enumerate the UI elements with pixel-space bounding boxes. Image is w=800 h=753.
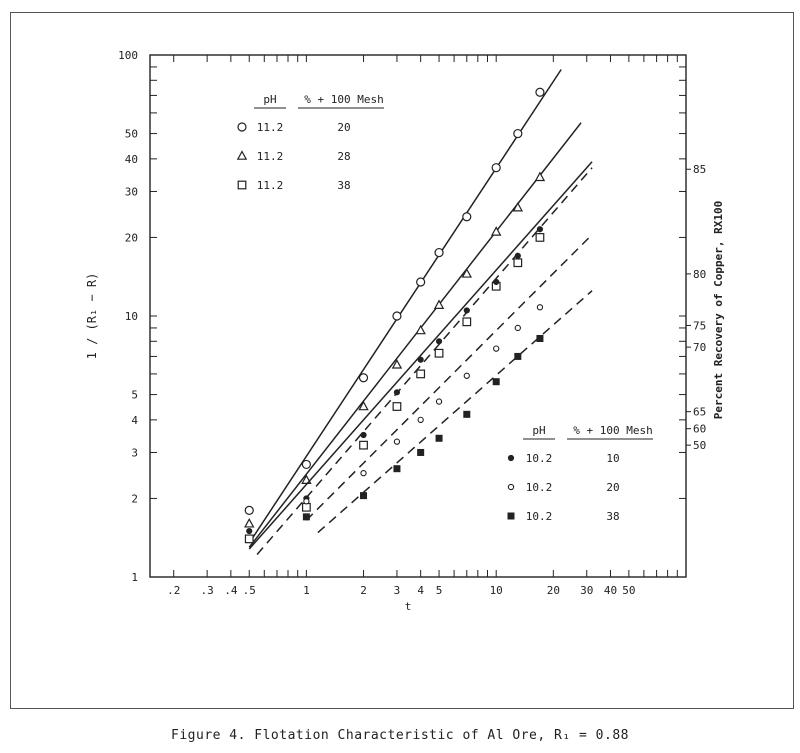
circle-marker [245,506,253,514]
legend-top-row-mesh: 38 [337,179,351,192]
legend-top-row-mesh: 28 [337,150,351,163]
y-tick-label: 20 [124,231,138,245]
legend-top-header-ph: pH [263,93,277,106]
filled-square-marker [464,411,470,417]
fit-line-series-5 [306,235,592,521]
small-circle-marker [494,346,499,351]
x-tick-label: 4 [417,584,424,597]
y2-tick-label: 65 [693,405,707,419]
circle-marker [302,460,310,468]
square-marker [417,370,425,378]
filled-circle-marker [394,390,399,395]
x-tick-label: 2 [360,584,367,597]
legend-top-row-ph: 11.2 [256,150,284,163]
x-tick-label: 3 [393,584,401,597]
x-tick-label: .2 [167,584,181,597]
filled-circle-marker [361,432,366,437]
x-tick-label: 1 [303,584,310,597]
plot-layer [85,49,725,613]
legend-bottom-row-ph: 10.2 [525,510,553,523]
square-marker [435,349,443,357]
x-tick-label: 30 [580,584,594,597]
circle-marker [435,249,443,257]
filled-square-marker [394,466,400,472]
y-tick-label: 2 [131,492,138,506]
y2-tick-label: 85 [693,163,707,177]
y-tick-label: 30 [124,185,138,199]
square-marker [514,259,522,267]
legend-bottom-row-ph: 10.2 [525,452,553,465]
small-circle-marker [361,471,366,476]
triangle-marker [245,519,253,527]
triangle-marker [238,152,246,160]
plot-area-border [150,55,686,577]
filled-square-marker [418,449,424,455]
square-marker [463,318,471,326]
figure-caption: Figure 4. Flotation Characteristic of Al Ore, R₁ = 0.88 [171,728,629,743]
filled-circle-marker [494,279,499,284]
y-tick-label: 4 [131,413,138,427]
square-marker [536,234,544,242]
y-tick-label: 10 [124,310,138,323]
filled-circle-marker [418,357,423,362]
small-circle-marker [464,373,469,378]
legend-top-row-ph: 11.2 [256,121,284,134]
y2-axis-title: Percent Recovery of Copper, RX100 [712,200,725,420]
filled-square-marker [361,493,367,499]
circle-marker [393,312,401,320]
circle-marker [514,130,522,138]
x-tick-label: 10 [489,584,503,597]
circle-marker [417,278,425,286]
y-tick-label: 1 [131,571,138,584]
x-tick-label: 40 [603,584,618,597]
circle-marker [463,213,471,221]
filled-square-marker [493,379,499,385]
y-tick-label: 3 [131,446,138,460]
legend-bottom-row-mesh: 20 [606,481,620,494]
filled-square-marker [515,353,521,359]
triangle-marker [536,173,544,181]
fit-line-series-1 [249,69,561,542]
square-marker [393,403,401,411]
filled-circle-marker [247,528,252,533]
small-circle-marker [304,499,309,504]
x-tick-label: .3 [200,584,214,597]
circle-marker [238,123,246,131]
small-circle-marker [418,417,423,422]
square-marker [360,441,368,449]
small-circle-marker [508,484,513,489]
filled-square-marker [537,335,543,341]
x-axis-title: t [404,600,412,613]
x-tick-label: 5 [435,584,443,597]
legend-top-header-mesh: % + 100 Mesh [304,93,384,106]
y-tick-label: 40 [124,152,138,166]
triangle-marker [416,326,424,334]
legend-bottom-header-ph: pH [532,424,546,437]
filled-square-marker [436,435,442,441]
legend-bottom-row-mesh: 38 [606,510,620,523]
y-tick-label: 100 [118,49,138,62]
filled-circle-marker [515,253,520,258]
y2-tick-label: 75 [693,319,707,333]
square-marker [238,181,246,189]
legend-bottom-header-mesh: % + 100 Mesh [573,424,653,437]
filled-circle-marker [537,227,542,232]
filled-square-marker [303,514,309,520]
y2-tick-label: 80 [693,267,707,281]
y2-tick-label: 70 [693,341,707,355]
x-tick-label: .5 [242,584,256,597]
small-circle-marker [394,439,399,444]
y2-tick-label: 60 [693,422,707,436]
small-circle-marker [515,325,520,330]
small-circle-marker [537,305,542,310]
filled-square-marker [508,513,514,519]
filled-circle-marker [436,339,441,344]
legend-top-row-ph: 11.2 [256,179,284,192]
legend-top-row-mesh: 20 [337,121,351,134]
circle-marker [492,164,500,172]
legend-bottom-row-ph: 10.2 [525,481,553,494]
y2-tick-label: 50 [693,439,707,453]
x-tick-label: .4 [224,584,238,597]
legend-bottom-row-mesh: 10 [606,452,620,465]
square-marker [303,503,311,511]
circle-marker [536,88,544,96]
x-tick-label: 20 [546,584,560,597]
y-axis-title: 1 / (R₁ − R) [85,272,99,360]
square-marker [245,535,253,543]
filled-circle-marker [464,308,469,313]
y-tick-label: 5 [131,388,138,402]
filled-circle-marker [508,455,513,460]
small-circle-marker [436,399,441,404]
circle-marker [360,374,368,382]
y-tick-label: 50 [124,127,138,141]
x-tick-label: 50 [622,584,636,597]
